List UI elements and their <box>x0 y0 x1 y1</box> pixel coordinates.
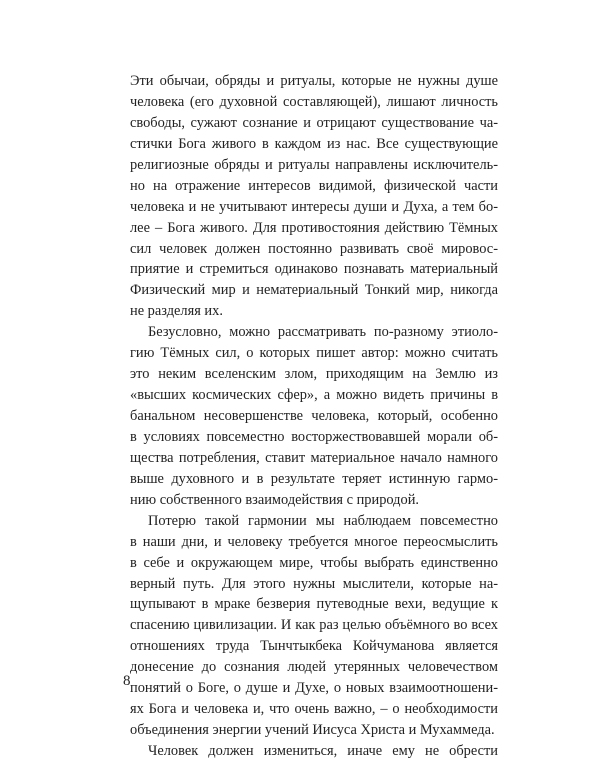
text-line: не разделяя их. <box>130 303 223 320</box>
text-line: верный путь. Для этого нужны мыслители, которые на- <box>130 575 498 592</box>
text-line: отношениях труда Тынчтыкбека Койчуманова является <box>130 638 498 655</box>
text-line: гию Тёмных сил, о которых пишет автор: можно считать <box>130 345 498 362</box>
paragraph <box>130 322 498 510</box>
text-line: спасению цивилизации. И как раз целью объёмного во всех <box>130 617 498 634</box>
text-line: Человек должен измениться, иначе ему не обрести <box>148 743 498 759</box>
text-line: Физический мир и нематериальный Тонкий мир, никогда <box>130 282 498 299</box>
body-text <box>130 71 498 762</box>
text-line: это неким вселенским злом, приходящим на Землю из <box>130 366 498 383</box>
text-line: свободы, сужают сознание и отрицают существование ча- <box>130 114 498 131</box>
page-number: 8 <box>123 673 131 689</box>
text-line: человека и не учитывают интересы души и Духа, а тем бо- <box>130 198 498 215</box>
text-line: объединения энергии учений Иисуса Христа и Мухаммеда. <box>130 722 495 739</box>
text-line: Эти обычаи, обряды и ритуалы, которые не нужны душе <box>130 73 498 89</box>
text-line: Безусловно, можно рассматривать по-разному этиоло- <box>148 324 498 341</box>
text-line: банальном несовершенстве человека, который, особенно <box>130 408 498 424</box>
text-line: сил человек должен постоянно развивать своё мировос- <box>130 240 498 257</box>
text-line: нию собственного взаимодействия с природой. <box>130 491 419 508</box>
text-line: «высших космических сфер», а можно видеть причины в <box>130 387 498 404</box>
text-line: в себе и окружающем мире, чтобы выбрать единственно <box>130 554 498 571</box>
text-line: ях Бога и человека и, что очень важно, – о необходимости <box>130 701 498 718</box>
text-line: выше духовного и в результате теряет истинную гармо- <box>130 470 498 487</box>
text-line: в наши дни, и человеку требуется многое переосмыслить <box>130 533 498 550</box>
text-line: лее – Бога живого. Для противостояния действию Тёмных <box>130 219 498 236</box>
paragraph <box>130 741 498 762</box>
paragraph <box>130 511 498 741</box>
text-line: человека (его духовной составляющей), лишают личность <box>130 93 498 110</box>
text-line: стички Бога живого в каждом из нас. Все существующие <box>130 135 498 152</box>
text-line: щества потребления, ставит материальное начало намного <box>130 449 498 466</box>
text-line: приятие и стремиться одинаково познавать материальный <box>130 261 498 278</box>
text-line: но на отражение интересов видимой, физической части <box>130 177 498 194</box>
paragraph <box>130 71 498 322</box>
text-line: щупывают в мраке безверия путеводные вехи, ведущие к <box>130 596 498 613</box>
text-line: донесение до сознания людей утерянных человечеством <box>130 659 498 676</box>
text-line: религиозные обряды и ритуалы направлены исключитель- <box>130 156 498 173</box>
text-line: понятий о Боге, о душе и Духе, о новых взаимоотношени- <box>130 680 498 697</box>
text-line: Потерю такой гармонии мы наблюдаем повсеместно <box>148 512 498 529</box>
text-line: в условиях повсеместно восторжествовавшей морали об- <box>130 428 498 445</box>
